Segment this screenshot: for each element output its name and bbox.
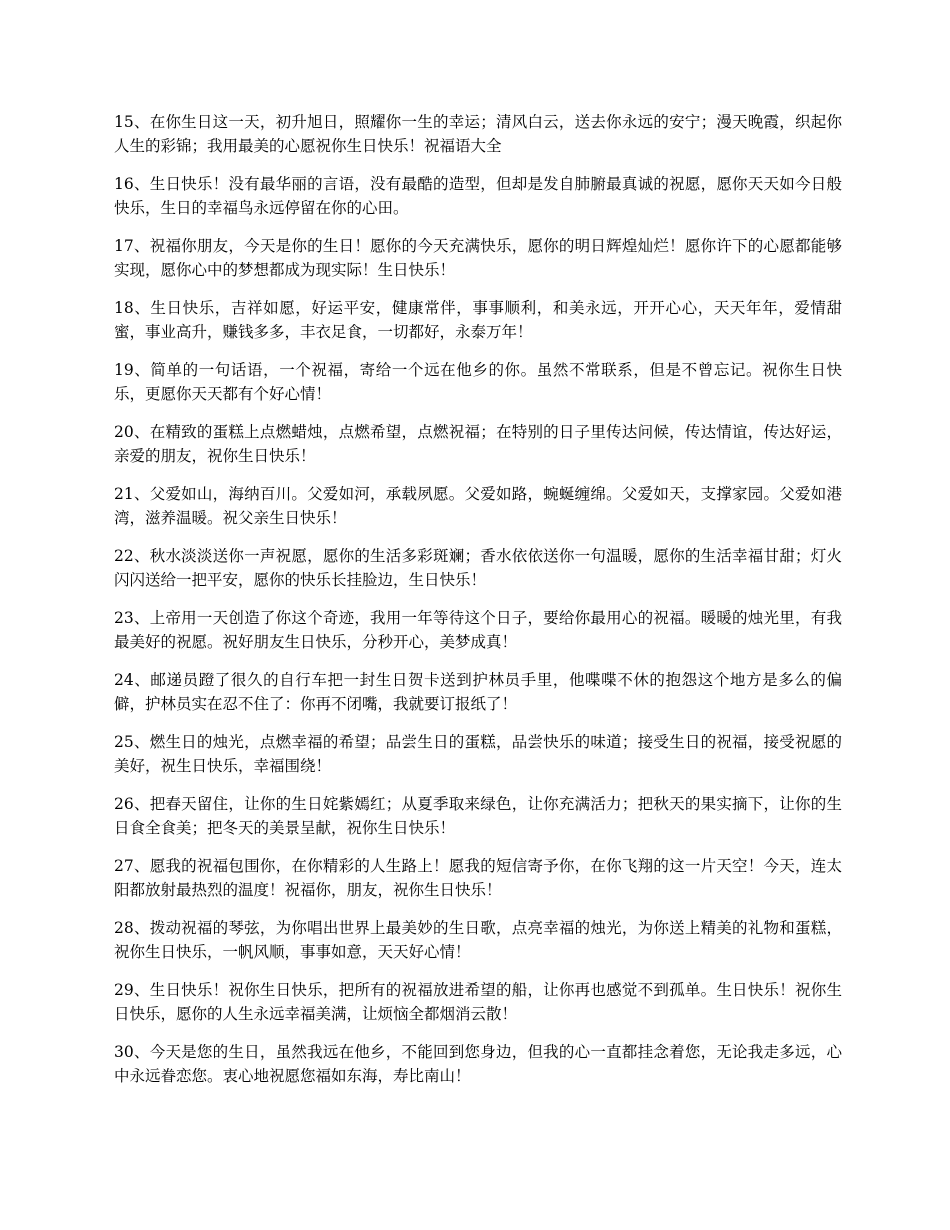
entry-25: 25、燃生日的烛光，点燃幸福的希望；品尝生日的蛋糕，品尝快乐的味道；接受生日的祝福，接受祝愿的美好，祝生日快乐，幸福围绕！ <box>114 733 842 775</box>
entry-17: 17、祝福你朋友，今天是你的生日！愿你的今天充满快乐，愿你的明日辉煌灿烂！愿你许下的心愿都能够实现，愿你心中的梦想都成为现实际！生日快乐！ <box>114 237 842 279</box>
entry-23: 23、上帝用一天创造了你这个奇迹，我用一年等待这个日子，要给你最用心的祝福。暖暖的烛光里，有我最美好的祝愿。祝好朋友生日快乐，分秒开心，美梦成真！ <box>114 609 842 651</box>
entry-28: 28、拨动祝福的琴弦，为你唱出世界上最美妙的生日歌，点亮幸福的烛光，为你送上精美的礼物和蛋糕，祝你生日快乐，一帆风顺，事事如意，天天好心情！ <box>114 919 842 961</box>
entry-16: 16、生日快乐！没有最华丽的言语，没有最酷的造型，但却是发自肺腑最真诚的祝愿，愿你天天如今日般快乐，生日的幸福鸟永远停留在你的心田。 <box>114 175 842 217</box>
entry-26: 26、把春天留住，让你的生日姹紫嫣红；从夏季取来绿色，让你充满活力；把秋天的果实摘下，让你的生日食全食美；把冬天的美景呈献，祝你生日快乐！ <box>114 795 842 837</box>
entry-19: 19、简单的一句话语，一个祝福，寄给一个远在他乡的你。虽然不常联系，但是不曾忘记。祝你生日快乐，更愿你天天都有个好心情！ <box>114 361 842 403</box>
entry-22: 22、秋水淡淡送你一声祝愿，愿你的生活多彩斑斓；香水依依送你一句温暖，愿你的生活幸福甘甜；灯火闪闪送给一把平安，愿你的快乐长挂脸边，生日快乐！ <box>114 547 842 589</box>
document-page <box>114 110 842 1102</box>
entry-30: 30、今天是您的生日，虽然我远在他乡，不能回到您身边，但我的心一直都挂念着您，无论我走多远，心中永远眷恋您。衷心地祝愿您福如东海，寿比南山！ <box>114 1043 842 1085</box>
entry-20: 20、在精致的蛋糕上点燃蜡烛，点燃希望，点燃祝福；在特别的日子里传达问候，传达情谊，传达好运，亲爱的朋友，祝你生日快乐！ <box>114 423 842 465</box>
entry-29: 29、生日快乐！祝你生日快乐，把所有的祝福放进希望的船，让你再也感觉不到孤单。生日快乐！祝你生日快乐，愿你的人生永远幸福美满，让烦恼全都烟消云散！ <box>114 981 842 1023</box>
entry-21: 21、父爱如山，海纳百川。父爱如河，承载夙愿。父爱如路，蜿蜒缠绵。父爱如天，支撑家园。父爱如港湾，滋养温暖。祝父亲生日快乐！ <box>114 485 842 527</box>
entry-18: 18、生日快乐，吉祥如愿，好运平安，健康常伴，事事顺利，和美永远，开开心心，天天年年，爱情甜蜜，事业高升，赚钱多多，丰衣足食，一切都好，永泰万年！ <box>114 299 842 341</box>
entry-24: 24、邮递员蹬了很久的自行车把一封生日贺卡送到护林员手里，他喋喋不休的抱怨这个地方是多么的偏僻，护林员实在忍不住了：你再不闭嘴，我就要订报纸了！ <box>114 671 842 713</box>
entry-15: 15、在你生日这一天，初升旭日，照耀你一生的幸运；清风白云，送去你永远的安宁；漫天晚霞，织起你人生的彩锦；我用最美的心愿祝你生日快乐！祝福语大全 <box>114 113 842 155</box>
entry-27: 27、愿我的祝福包围你，在你精彩的人生路上！愿我的短信寄予你，在你飞翔的这一片天空！今天，连太阳都放射最热烈的温度！祝福你，朋友，祝你生日快乐！ <box>114 857 842 899</box>
